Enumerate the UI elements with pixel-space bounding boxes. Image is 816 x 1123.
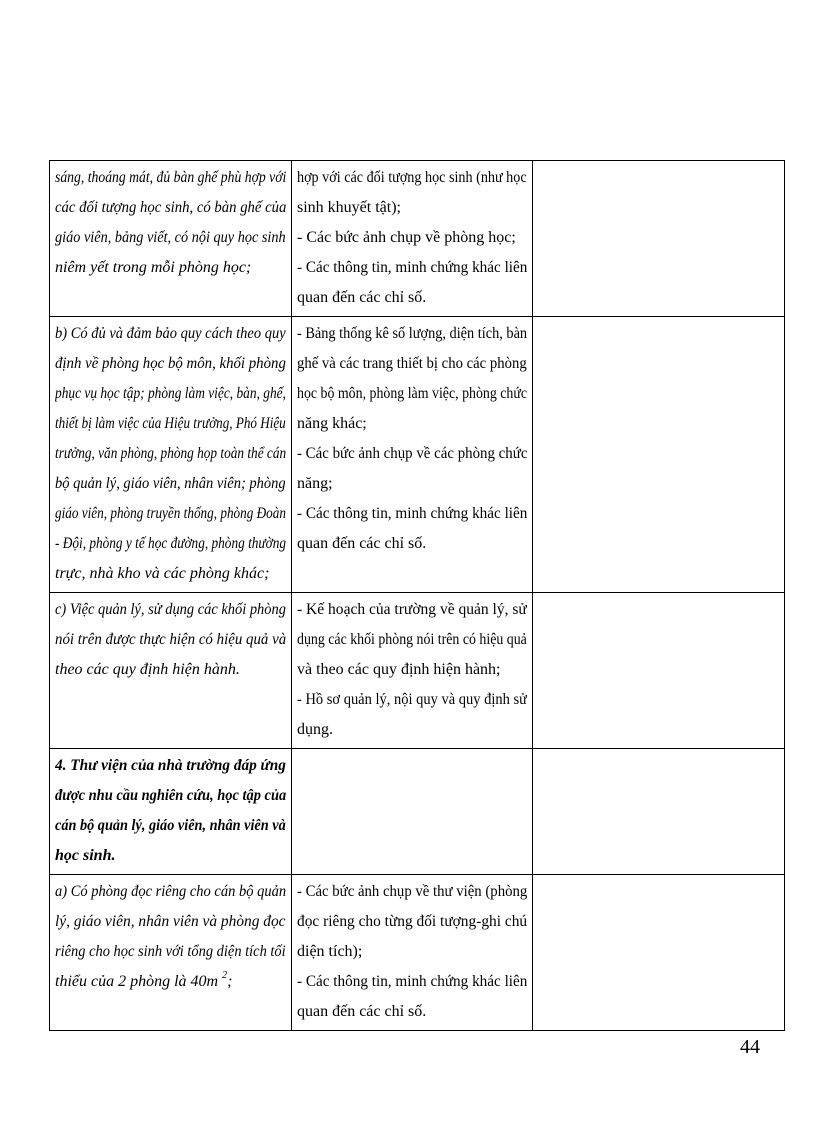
criterion-line: sáng, thoáng mát, đủ bàn ghế phù hợp với	[55, 169, 286, 186]
criterion-line: riêng cho học sinh với tổng diện tích tối	[55, 943, 286, 960]
table-row	[50, 875, 785, 1031]
evidence-line: - Các thông tin, minh chứng khác liên	[297, 973, 527, 990]
evidence-line: quan đến các chỉ số.	[297, 289, 427, 306]
section-heading-cell	[50, 749, 292, 875]
evidence-line: dụng các khối phòng nói trên có hiệu quả	[297, 631, 527, 648]
evidence-line: học bộ môn, phòng làm việc, phòng chức	[297, 385, 527, 402]
criterion-line: các đối tượng học sinh, có bàn ghế của	[55, 199, 286, 216]
evidence-cell	[292, 593, 533, 749]
evidence-line: diện tích);	[297, 943, 363, 960]
section-heading-line: học sinh.	[55, 847, 116, 864]
evidence-line: - Các thông tin, minh chứng khác liên	[297, 259, 527, 276]
criterion-line: b) Có đủ và đảm bảo quy cách theo quy	[55, 325, 286, 342]
criterion-line: lý, giáo viên, nhân viên và phòng đọc	[55, 913, 286, 930]
criteria-table	[49, 160, 785, 1031]
criterion-line-with-sup	[55, 967, 286, 999]
criterion-line: trưởng, văn phòng, phòng họp toàn thể cán	[55, 445, 286, 462]
evidence-line: năng khác;	[297, 415, 367, 432]
criterion-line: theo các quy định hiện hành.	[55, 661, 240, 678]
criterion-line: a) Có phòng đọc riêng cho cán bộ quản	[55, 883, 286, 900]
criterion-line: nói trên được thực hiện có hiệu quả và	[55, 631, 286, 648]
evidence-line: - Các bức ảnh chụp về thư viện (phòng	[297, 883, 527, 900]
criterion-line: trực, nhà kho và các phòng khác;	[55, 565, 270, 582]
evidence-cell	[292, 161, 533, 317]
evidence-line: - Kế hoạch của trường về quản lý, sử	[297, 601, 527, 618]
evidence-line: - Các thông tin, minh chứng khác liên	[297, 505, 527, 522]
evidence-line: hợp với các đối tượng học sinh (như học	[297, 169, 527, 186]
evidence-line: - Hồ sơ quản lý, nội quy và quy định sử	[297, 691, 527, 708]
criterion-line: - Đội, phòng y tế học đường, phòng thường	[55, 535, 286, 552]
evidence-line: - Các bức ảnh chụp về các phòng chức	[297, 445, 527, 462]
evidence-line: quan đến các chỉ số.	[297, 1003, 427, 1020]
criterion-line-tail: ;	[227, 973, 233, 990]
criterion-line-text: thiểu của 2 phòng là 40m	[55, 973, 219, 990]
section-heading-line: được nhu cầu nghiên cứu, học tập của	[55, 787, 286, 804]
criterion-line: niêm yết trong mỗi phòng học;	[55, 259, 252, 276]
evidence-line: và theo các quy định hiện hành;	[297, 661, 501, 678]
superscript: 2	[222, 970, 228, 981]
page-number: 44	[740, 1036, 760, 1058]
evidence-line: đọc riêng cho từng đối tượng-ghi chú	[297, 913, 527, 930]
criterion-line: thiết bị làm việc của Hiệu trưởng, Phó Hiệu	[55, 415, 286, 432]
criterion-cell	[50, 161, 292, 317]
evidence-line: sinh khuyết tật);	[297, 199, 401, 216]
evidence-cell	[292, 875, 533, 1031]
evidence-cell	[292, 749, 533, 875]
criterion-cell	[50, 317, 292, 593]
section-heading-line: 4. Thư viện của nhà trường đáp ứng	[55, 757, 286, 774]
criterion-cell	[50, 593, 292, 749]
criterion-cell	[50, 875, 292, 1031]
criterion-line: phục vụ học tập; phòng làm việc, bàn, ghế,	[55, 385, 286, 402]
section-heading-line: cán bộ quản lý, giáo viên, nhân viên và	[55, 817, 286, 834]
evidence-line: năng;	[297, 475, 333, 492]
evidence-line: ghế và các trang thiết bị cho các phòng	[297, 355, 527, 372]
table-row	[50, 317, 785, 593]
evidence-cell	[292, 317, 533, 593]
table-row	[50, 593, 785, 749]
note-cell	[533, 593, 785, 749]
criterion-line: c) Việc quản lý, sử dụng các khối phòng	[55, 601, 286, 618]
evidence-line: - Bảng thống kê số lượng, diện tích, bàn	[297, 325, 527, 342]
evidence-line: quan đến các chỉ số.	[297, 535, 427, 552]
table-row	[50, 161, 785, 317]
note-cell	[533, 875, 785, 1031]
evidence-line: dụng.	[297, 721, 333, 738]
note-cell	[533, 317, 785, 593]
evidence-line: - Các bức ảnh chụp về phòng học;	[297, 229, 516, 246]
criterion-line: bộ quản lý, giáo viên, nhân viên; phòng	[55, 475, 286, 492]
note-cell	[533, 749, 785, 875]
table-row	[50, 749, 785, 875]
note-cell	[533, 161, 785, 317]
criterion-line: giáo viên, bảng viết, có nội quy học sinh	[55, 229, 286, 246]
criterion-line: giáo viên, phòng truyền thống, phòng Đoàn	[55, 505, 286, 522]
criterion-line: định về phòng học bộ môn, khối phòng	[55, 355, 286, 372]
